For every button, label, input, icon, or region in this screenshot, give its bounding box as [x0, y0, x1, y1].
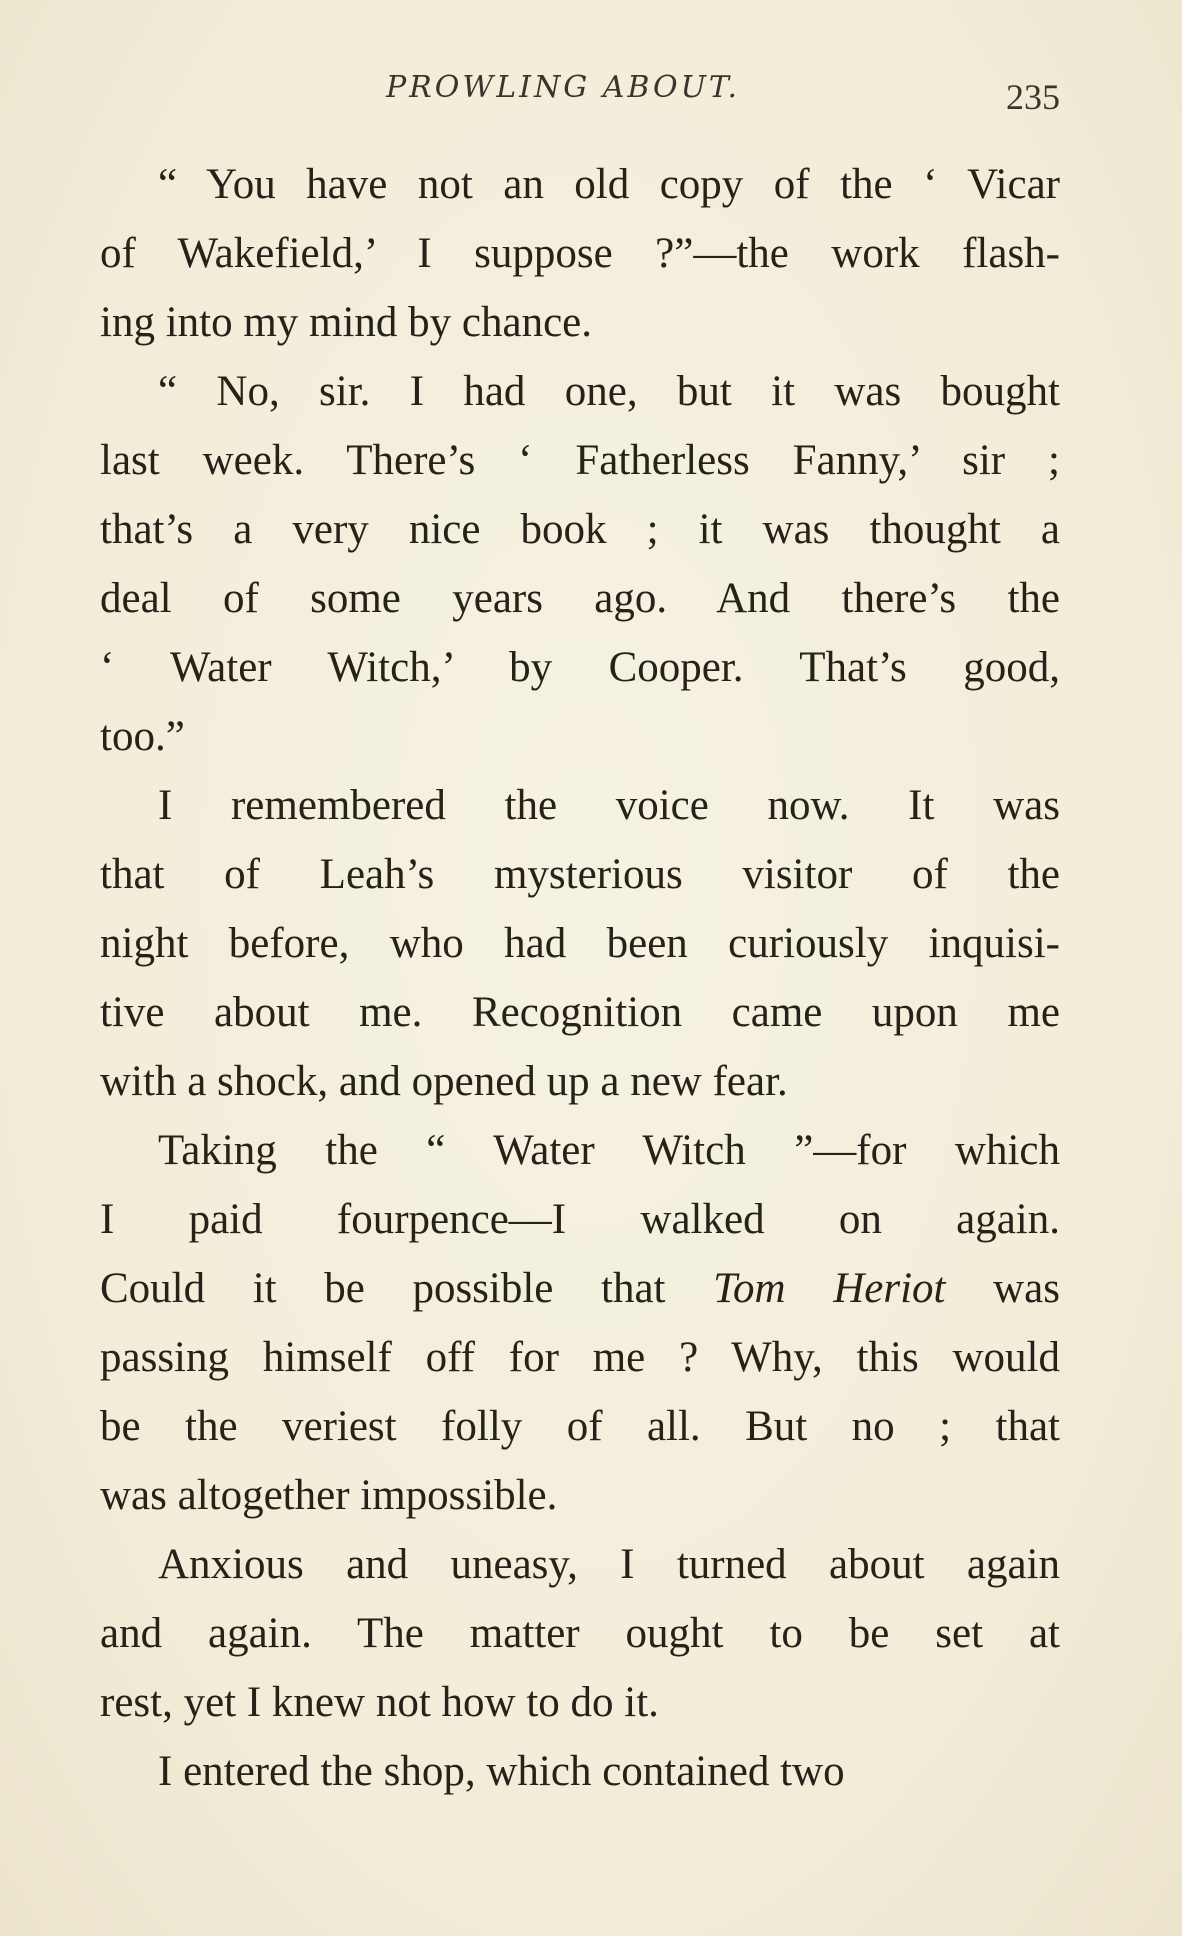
text-line: was altogether impossible. — [100, 1472, 558, 1519]
text-line: Taking the “ Water Witch ”—for which — [158, 1127, 1060, 1174]
text-line: ing into my mind by chance. — [100, 299, 593, 346]
text-line: tive about me. Recognition came upon me — [100, 989, 1060, 1036]
text-line: “ No, sir. I had one, but it was bought — [158, 368, 1060, 415]
text-line: Anxious and uneasy, I turned about again — [158, 1541, 1060, 1588]
text-line: with a shock, and opened up a new fear. — [100, 1058, 788, 1105]
text-line: ‘ Water Witch,’ by Cooper. That’s good, — [100, 644, 1060, 691]
body-text — [100, 150, 1060, 1806]
text-run: was — [945, 1265, 1060, 1312]
running-title: PROWLING ABOUT. — [386, 70, 741, 105]
text-line: be the veriest folly of all. But no ; that — [100, 1403, 1060, 1450]
text-line: last week. There’s ‘ Fatherless Fanny,’ sir ; — [100, 437, 1060, 484]
text-line: that’s a very nice book ; it was thought a — [100, 506, 1060, 553]
text-line: and again. The matter ought to be set at — [100, 1610, 1060, 1657]
text-line: rest, yet I knew not how to do it. — [100, 1679, 659, 1726]
text-line: too.” — [100, 713, 185, 760]
text-line: that of Leah’s mysterious visitor of the — [100, 851, 1060, 898]
text-run: Could it be possible that — [100, 1265, 714, 1312]
italic-name: Tom Heriot — [713, 1265, 946, 1312]
text-line: deal of some years ago. And there’s the — [100, 575, 1060, 622]
text-line: passing himself off for me ? Why, this would — [100, 1334, 1060, 1381]
text-line-with-italic — [100, 1254, 1060, 1323]
text-line: I paid fourpence—I walked on again. — [100, 1196, 1060, 1243]
page-number: 235 — [1006, 77, 1060, 117]
text-line: “ You have not an old copy of the ‘ Vicar — [158, 161, 1060, 208]
text-line: of Wakefield,’ I suppose ?”—the work flash- — [100, 230, 1060, 277]
text-line: I remembered the voice now. It was — [158, 782, 1060, 829]
text-line: I entered the shop, which contained two — [158, 1748, 845, 1795]
text-line: night before, who had been curiously inquisi- — [100, 920, 1060, 967]
